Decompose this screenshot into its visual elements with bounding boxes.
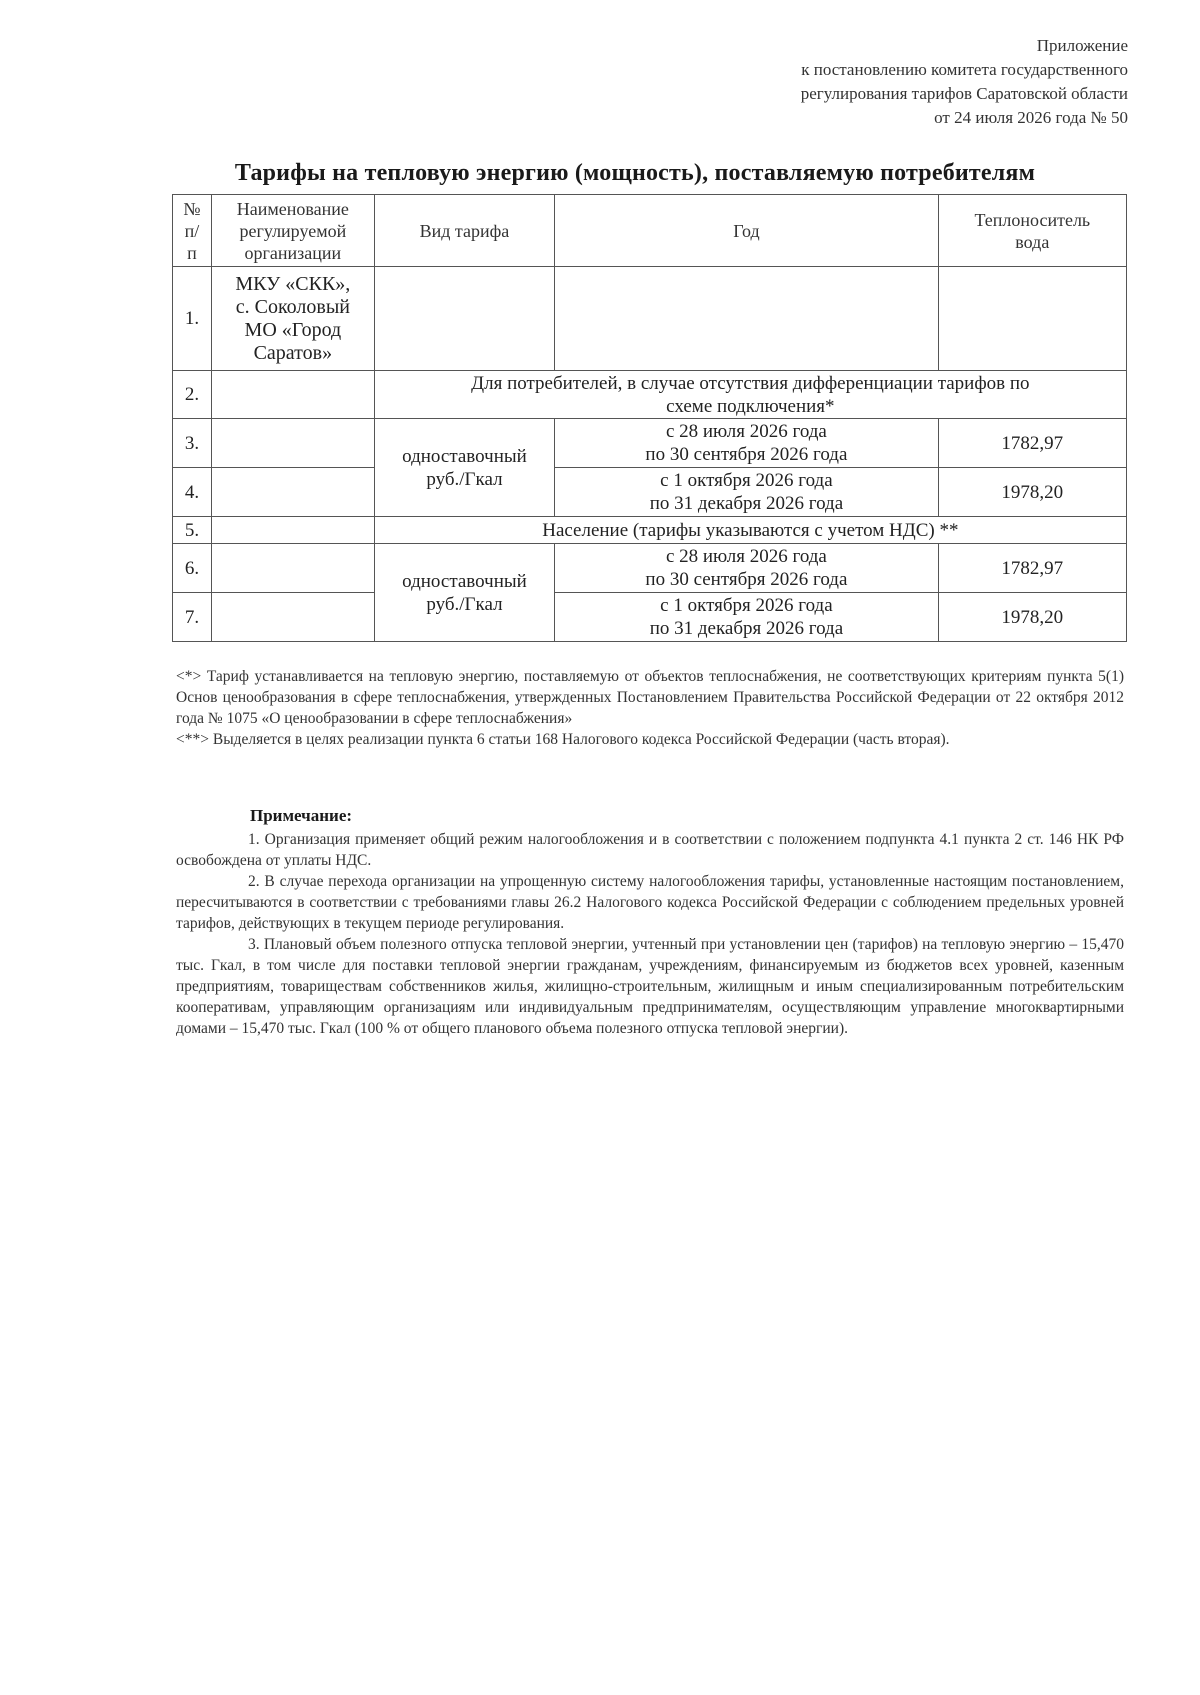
row-number: 1. — [173, 267, 212, 371]
footnote-2: <**> Выделяется в целях реализации пункта 6 статьи 168 Налогового кодекса Российской Федерации (часть вторая). — [176, 731, 950, 748]
table-row — [173, 517, 1127, 544]
document-title: Тарифы на тепловую энергию (мощность), поставляемую потребителям — [234, 160, 1036, 186]
appendix-line-1: Приложение — [1036, 36, 1128, 55]
header-organization-line: регулируемой — [239, 220, 347, 241]
consumer-category-line: схеме подключения* — [666, 395, 835, 417]
header-organization — [212, 195, 375, 267]
note-2: 2. В случае перехода организации на упрощенную систему налогообложения тарифы, установленные настоящим постановлением, пересчитываются в соответствии с требованиями главы 26.2 Налогового кодекса Российской Федерации с соблюдением предельных уровней тарифов, действующих в текущем периоде регулирования. — [176, 873, 1124, 932]
tariff-value: 1978,20 — [938, 593, 1126, 642]
notes — [176, 829, 1124, 1039]
tariff-value: 1782,97 — [938, 544, 1126, 593]
header-number-line: п/ — [184, 220, 200, 241]
tariff-unit-line: руб./Гкал — [426, 468, 503, 490]
tariff-type-cell — [374, 419, 555, 517]
organization-name-line: с. Соколовый — [235, 295, 350, 318]
period-cell — [555, 544, 938, 593]
tariffs-table — [172, 194, 1127, 642]
footnotes — [176, 666, 1124, 750]
empty-cell — [212, 468, 375, 517]
empty-cell — [938, 267, 1126, 371]
empty-cell — [212, 419, 375, 468]
empty-cell — [212, 593, 375, 642]
period-start: с 1 октября 2026 года — [660, 595, 833, 616]
table-row — [173, 267, 1127, 371]
table-row — [173, 371, 1127, 419]
table-row — [173, 468, 1127, 517]
header-tariff-type: Вид тарифа — [374, 195, 555, 267]
period-start: с 28 июля 2026 года — [665, 421, 827, 442]
period-start: с 28 июля 2026 года — [665, 546, 827, 567]
consumer-category: Население (тарифы указываются с учетом НДС) ** — [374, 517, 1126, 544]
consumer-category — [374, 371, 1126, 419]
header-carrier-line: Теплоноситель — [974, 209, 1091, 230]
tariff-value: 1782,97 — [938, 419, 1126, 468]
empty-cell — [212, 517, 375, 544]
empty-cell — [212, 371, 375, 419]
period-start: с 1 октября 2026 года — [660, 470, 833, 491]
row-number: 6. — [173, 544, 212, 593]
organization-name-line: МКУ «СКК», — [235, 272, 351, 295]
row-number: 3. — [173, 419, 212, 468]
header-organization-line: организации — [244, 242, 342, 263]
table-header-row — [173, 195, 1127, 267]
appendix-header — [608, 34, 1128, 130]
appendix-line-4: от 24 июля 2026 года № 50 — [934, 108, 1128, 127]
header-organization-line: Наименование — [236, 198, 349, 219]
tariff-type-cell — [374, 544, 555, 642]
table-row — [173, 544, 1127, 593]
row-number: 4. — [173, 468, 212, 517]
footnote-1: <*> Тариф устанавливается на тепловую энергию, поставляемую от объектов теплоснабжения, не соответствующих критериям пункта 5(1) Основ ценообразования в сфере теплоснабжения, утвержденных Постановлением Правительства Российской Федерации от 22 октября 2012 года № 1075 «О ценообразовании в сфере теплоснабжения» — [176, 668, 1124, 727]
organization-name-line: Саратов» — [253, 341, 333, 364]
period-end: по 31 декабря 2026 года — [649, 618, 844, 639]
header-year: Год — [555, 195, 938, 267]
period-cell — [555, 468, 938, 517]
period-end: по 30 сентября 2026 года — [645, 569, 848, 590]
organization-name-line: МО «Город — [244, 318, 342, 341]
period-cell — [555, 419, 938, 468]
header-number-line: № — [183, 198, 201, 219]
tariff-value: 1978,20 — [938, 468, 1126, 517]
tariff-unit-line: руб./Гкал — [426, 593, 503, 615]
header-number-line: п — [187, 242, 197, 263]
header-carrier-line: вода — [1015, 231, 1050, 252]
empty-cell — [212, 544, 375, 593]
note-1: 1. Организация применяет общий режим налогообложения и в соответствии с положением подпункта 4.1 пункта 2 ст. 146 НК РФ освобождена от уплаты НДС. — [176, 831, 1124, 869]
appendix-line-3: регулирования тарифов Саратовской области — [800, 84, 1128, 103]
header-carrier — [938, 195, 1126, 267]
tariff-type-line: одноставочный — [402, 570, 527, 592]
tariff-type-line: одноставочный — [402, 445, 527, 467]
row-number: 2. — [173, 371, 212, 419]
consumer-category-line: Для потребителей, в случае отсутствия дифференциации тарифов по — [471, 372, 1030, 394]
empty-cell — [555, 267, 938, 371]
note-3: 3. Плановый объем полезного отпуска тепловой энергии, учтенный при установлении цен (тарифов) на тепловую энергию – 15,470 тыс. Гкал, в том числе для поставки тепловой энергии гражданам, учреждениям, финансируемым из бюджетов всех уровней, казенным предприятиям, товариществам собственников жилья, жилищно-строительным, жилищным и иным специализированным потребительским кооперативам, управляющим организациям или индивидуальным предпринимателям, осуществляющим управление многоквартирными домами – 15,470 тыс. Гкал (100 % от общего планового объема полезного отпуска тепловой энергии). — [176, 936, 1124, 1037]
row-number: 5. — [173, 517, 212, 544]
header-number — [173, 195, 212, 267]
row-number: 7. — [173, 593, 212, 642]
appendix-line-2: к постановлению комитета государственного — [801, 60, 1128, 79]
period-cell — [555, 593, 938, 642]
empty-cell — [374, 267, 555, 371]
table-row — [173, 419, 1127, 468]
table-row — [173, 593, 1127, 642]
period-end: по 31 декабря 2026 года — [649, 493, 844, 514]
period-end: по 30 сентября 2026 года — [645, 444, 848, 465]
notes-heading: Примечание: — [250, 806, 353, 825]
organization-name — [212, 267, 375, 371]
